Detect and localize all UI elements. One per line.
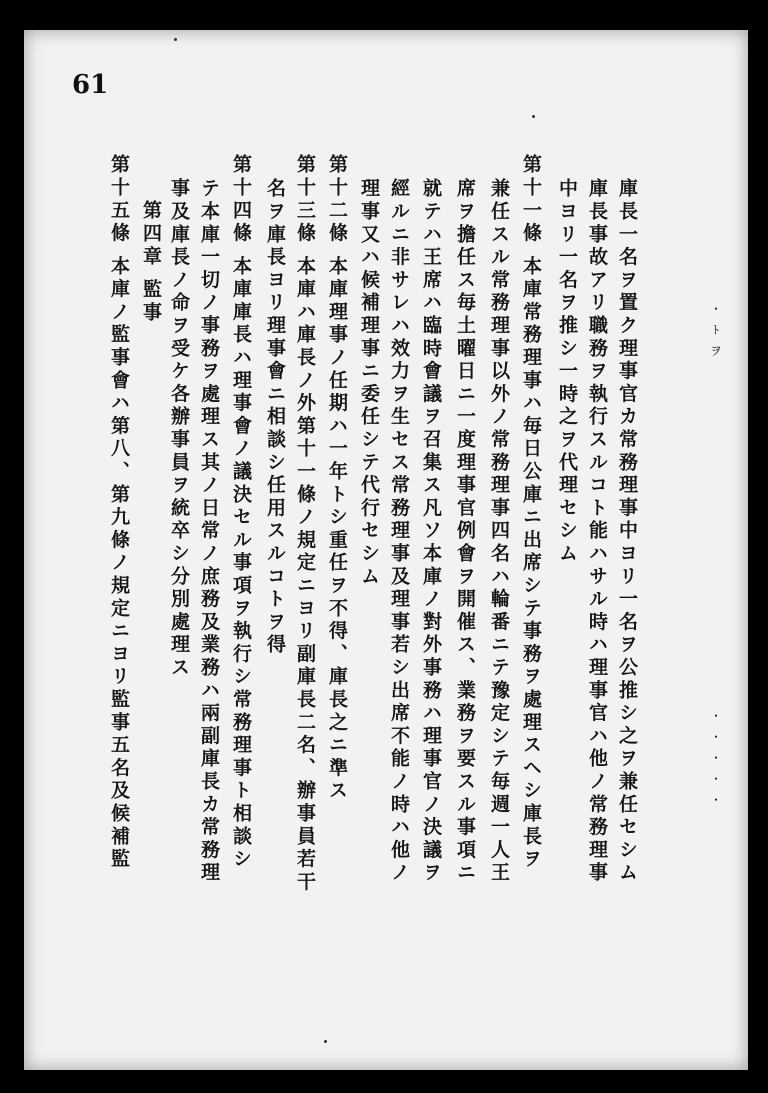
text-column: 中ヨリ一名ヲ推シ一時之ヲ代理セシム <box>556 178 578 566</box>
text-column: 就テハ王席ハ臨時會議ヲ召集ス凡ソ本庫ノ對外事務ハ理事官ノ決議ヲ <box>420 178 442 885</box>
text-column: 庫長事故アリ職務ヲ執行スルコト能ハサル時ハ理事官ハ他ノ常務理事 <box>586 178 608 885</box>
text-column: 兼任スル常務理事以外ノ常務理事四名ハ輪番ニテ豫定シテ毎週一人王 <box>488 178 510 885</box>
text-column: 名ヲ庫長ヨリ理事會ニ相談シ任用スルコトヲ得 <box>264 178 286 657</box>
margin-marks: ・ ﾄ ヲ ・ ・ ・ ・ ・ <box>709 302 722 807</box>
paper-speck <box>324 1040 327 1043</box>
paper-speck <box>174 38 177 41</box>
text-column: 第十二條 本庫理事ノ任期ハ一年トシ重任ヲ不得、庫長之ニ準ス <box>326 154 348 803</box>
text-column: 第十四條 本庫庫長ハ理事會ノ議決セル事項ヲ執行シ常務理事ト相談シ <box>230 154 252 872</box>
text-column: 第十一條 本庫常務理事ハ毎日公庫ニ出席シテ事務ヲ處理スヘシ庫長ヲ <box>520 154 542 872</box>
text-column: 事及庫長ノ命ヲ受ケ各辦事員ヲ統卒シ分別處理ス <box>168 178 190 680</box>
text-column: 庫長一名ヲ置ク理事官カ常務理事中ヨリ一名ヲ公推シ之ヲ兼任セシム <box>616 178 638 885</box>
text-column: 經ルニ非サレハ效力ヲ生セス常務理事及理事若シ出席不能ノ時ハ他ノ <box>388 178 410 885</box>
chapter-heading: 第四章 監事 <box>140 200 162 325</box>
text-column: 理事又ハ候補理事ニ委任シテ代行セシム <box>358 178 380 589</box>
page-number: 61 <box>72 70 109 100</box>
text-column: 第十三條 本庫ハ庫長ノ外第十一條ノ規定ニヨリ副庫長二名、辦事員若干 <box>294 154 316 895</box>
text-column: 第十五條 本庫ノ監事會ハ第八、第九條ノ規定ニヨリ監事五名及候補監 <box>108 154 130 872</box>
text-column: 席ヲ擔任ス毎土曜日ニ一度理事官例會ヲ開催ス、業務ヲ要スル事項ニ <box>454 178 476 885</box>
document-page <box>24 30 748 1070</box>
text-column: テ本庫一切ノ事務ヲ處理ス其ノ日常ノ庶務及業務ハ兩副庫長カ常務理 <box>198 178 220 885</box>
paper-speck <box>532 115 535 118</box>
